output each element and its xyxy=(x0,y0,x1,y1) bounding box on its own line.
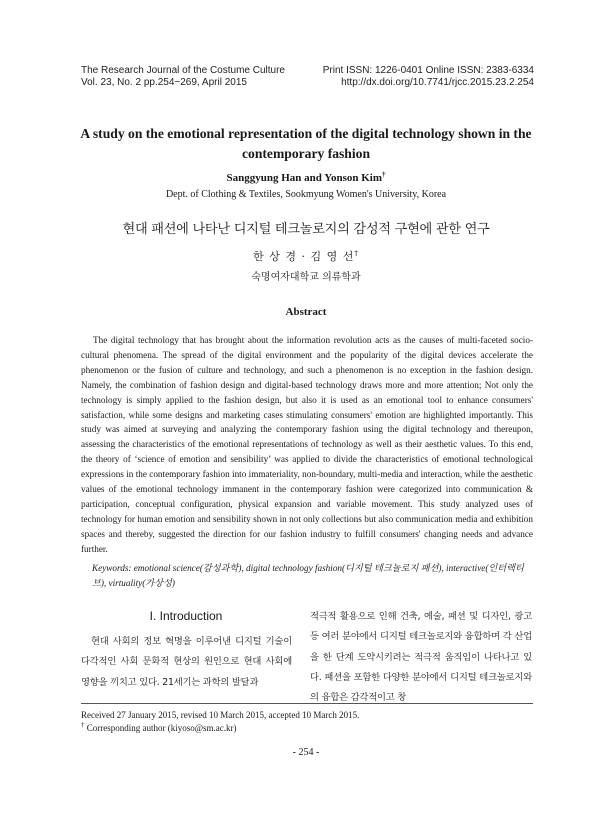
page-number: - 254 - xyxy=(292,747,320,758)
intro-left-column: 현대 사회의 정보 혁명을 이루어낸 디지털 기술이 다각적인 사회 문화적 현상의 원인으로 현대 사회에 영향을 끼치고 있다. 21세기는 과학의 발달과 xyxy=(81,636,292,688)
footnote-corresponding-text: Corresponding author (kiyoso@sm.ac.kr) xyxy=(86,723,237,733)
footnote-divider xyxy=(81,703,533,704)
journal-name: The Research Journal of the Costume Culture xyxy=(81,65,285,76)
journal-header-left xyxy=(81,65,285,89)
affiliation-en: Dept. of Clothing & Textiles, Sookmyung Women's University, Korea xyxy=(165,189,447,200)
footnote-corresponding xyxy=(81,722,237,734)
affiliation-ko: 숙명여자대학교 의류학과 xyxy=(251,272,361,283)
abstract-body: The digital technology that has brought about the information revolution acts as the causes of multi-faceted socio-cultural phenomena. The spread of the digital environment and the popularity of the digital devices accelerate the phenomenon or the fusion of culture and technology, and such a phenomenon is no exception in the fashion design. Namely, the combination of fashion design and digital-based technology draws more and more attention; Not only the technology is simply applied to the fashion design, but also it is used as an emotional tool to enhance consumers' satisfaction, while some designs and marketing cases stimulating consumers' emotion are highlighted importantly. This study was aimed at surveying and analyzing the contemporary fashion using the digital technology and thereupon, assessing the characteristics of the emotional representations of technology as well as their aesthetic values. To this end, the theory of ‘science of emotion and sensibility’ was applied to divide the characteristics of emotional technological expressions in the contemporary fashion into immateriality, non-boundary, multi-media and interaction, while the aesthetic values of the emotional technology immanent in the contemporary fashion were categorized into communication & participation, conceptual configuration, physical expansion and variable movement. This study analyzed uses of technology for human emotion and sensibility shown in not only collections but also communication media and exhibition spaces and thereby, suggested the direction for our fashion industry to fulfill consumers' changing needs and advance further. xyxy=(81,335,533,554)
keywords-list: emotional science(감성과학), digital technology fashion(디지털 테크놀로지 패션), interactive(인터랙티브), virtuality(가상성) xyxy=(92,563,524,588)
abstract-heading: Abstract xyxy=(285,306,327,318)
corresponding-mark-ko: † xyxy=(354,249,359,258)
corresponding-mark: † xyxy=(382,170,386,179)
journal-issn: Print ISSN: 1226-0401 Online ISSN: 2383-6334 xyxy=(322,65,534,76)
journal-header-right xyxy=(323,65,534,89)
authors-en-names: Sanggyung Han and Yonson Kim xyxy=(226,172,382,184)
authors-ko-names: 한 상 경 · 김 영 선 xyxy=(253,250,355,263)
journal-doi: http://dx.doi.org/10.7741/rjcc.2015.23.2.254 xyxy=(341,77,534,88)
journal-issue: Vol. 23, No. 2 pp.254~269, April 2015 xyxy=(81,77,247,88)
intro-right-column: 적극적 활용으로 인해 건축, 예술, 패션 및 디자인, 광고 등 여러 분야에서 디지털 테크놀로지와 융합하며 각 산업을 한 단계 도약시키려는 적극적 움직임이 나타나고 있다. 패션을 포함한 다양한 분야에서 디지털 테크놀로지와의 융합은 감각적이고 창 xyxy=(310,611,532,704)
authors-ko xyxy=(60,248,552,264)
keywords-label: Keywords: xyxy=(92,563,132,573)
paper-title-ko: 현대 패션에 나타난 디지털 테크놀로지의 감성적 구현에 관한 연구 xyxy=(122,222,490,237)
section-heading-introduction: I. Introduction xyxy=(149,609,223,623)
footnote-mark: † xyxy=(81,721,85,729)
footnote-received: Received 27 January 2015, revised 10 March 2015, accepted 10 March 2015. xyxy=(81,710,360,720)
keywords xyxy=(92,561,532,590)
authors-en xyxy=(60,172,552,184)
paper-title-en: A study on the emotional representation of the digital technology shown in the contemporary fashion xyxy=(80,126,532,161)
